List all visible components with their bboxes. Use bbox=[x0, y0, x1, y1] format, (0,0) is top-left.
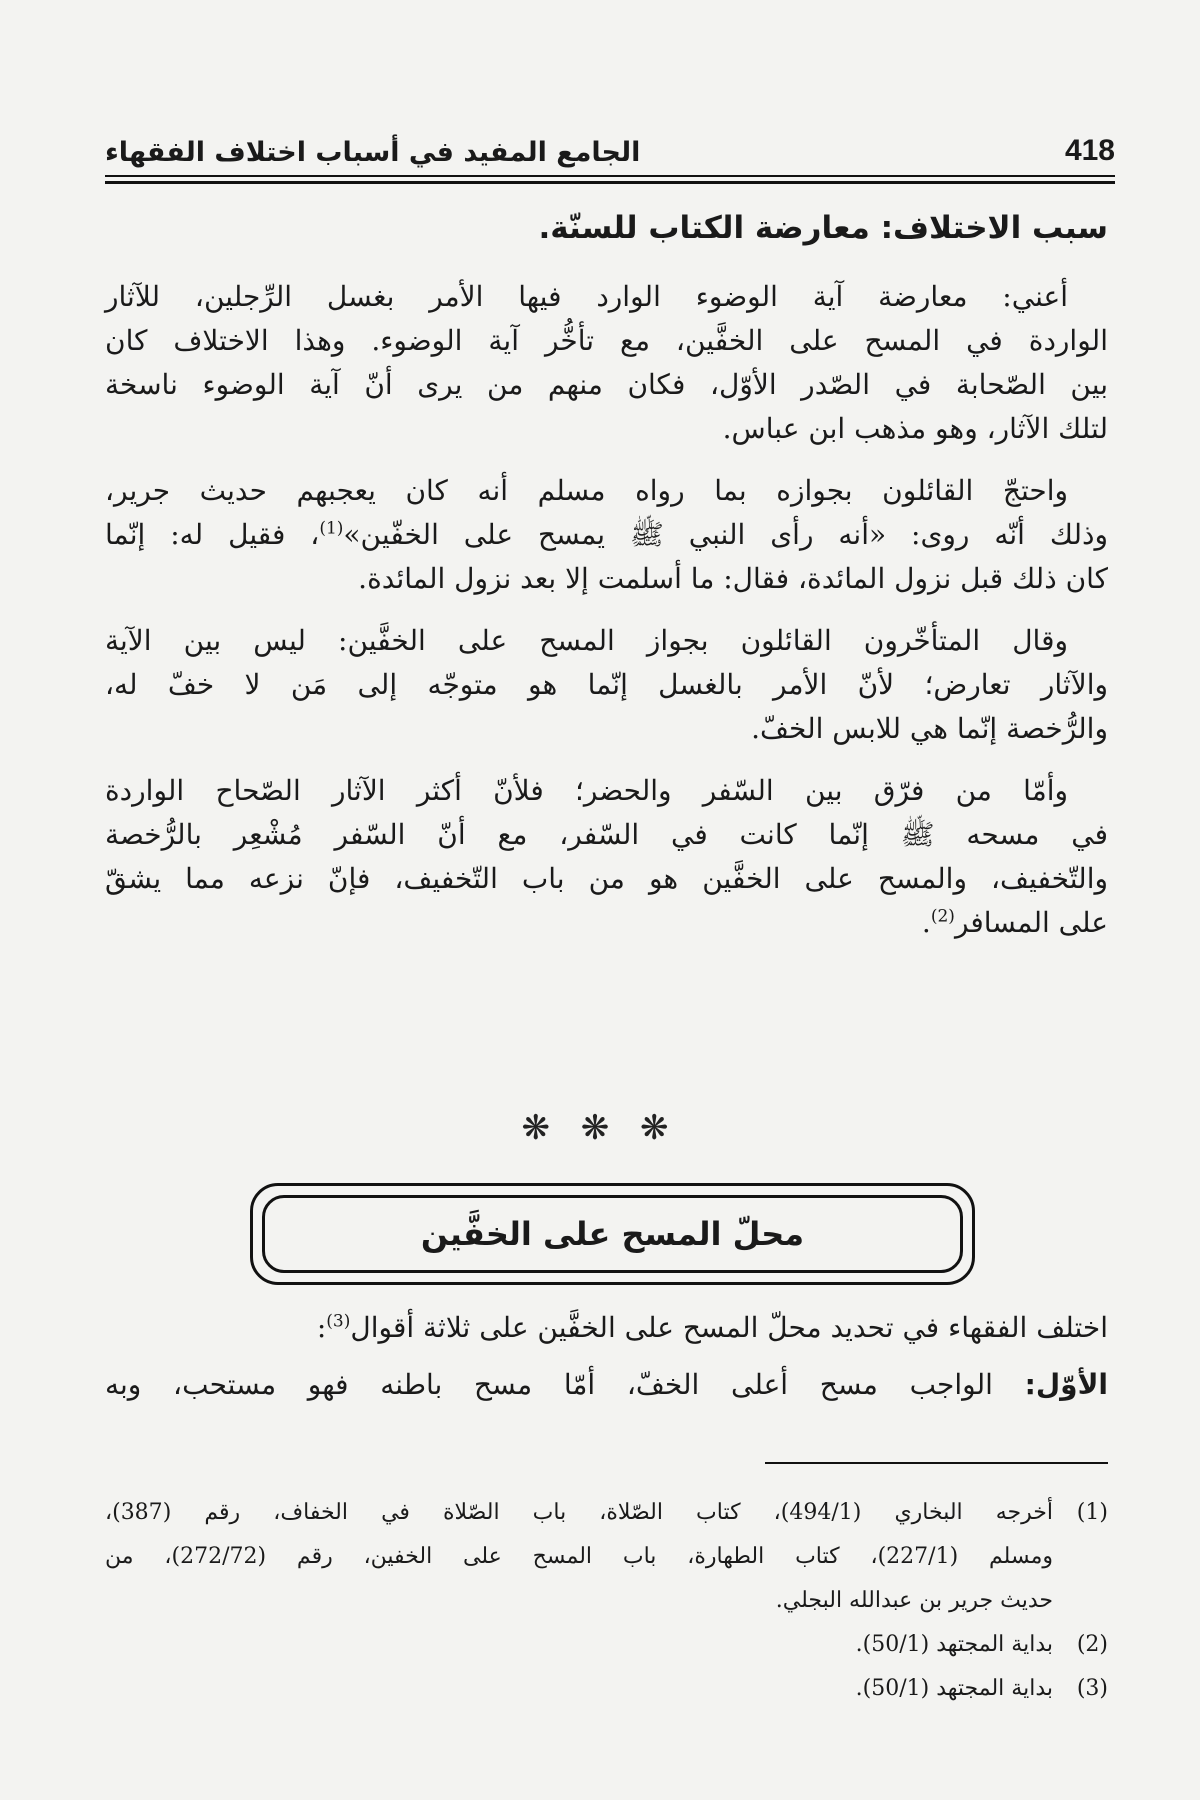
paragraph-4-line-4-text: على المسافر bbox=[954, 906, 1108, 939]
footnote-1-line-1 bbox=[105, 1496, 1108, 1530]
footnote-1-text-1: أخرجه البخاري (494/1)، كتاب الصّلاة، باب الصّلاة في الخفاف، رقم (387)، bbox=[105, 1500, 1053, 1525]
first-opinion-text: الواجب مسح أعلى الخفّ، أمّا مسح باطنه فهو مستحب، وبه bbox=[105, 1368, 993, 1401]
paragraph-1-line-3: بين الصّحابة في الصّدر الأوّل، فكان منهم من يرى أنّ آية الوضوء ناسخة bbox=[105, 368, 1108, 401]
paragraph-2-line-3: كان ذلك قبل نزول المائدة، فقال: ما أسلمت إلا بعد نزول المائدة. bbox=[358, 562, 1108, 595]
footnote-separator bbox=[765, 1462, 1108, 1464]
footnote-3-number: (3) bbox=[1076, 1676, 1108, 1701]
hadith-quote: وذلك أنّه روى: «أنه رأى النبي ﷺ يمسح على الخفّين» bbox=[343, 518, 1108, 551]
subsection-intro bbox=[105, 1308, 1108, 1348]
footnote-ref-1[interactable]: (1) bbox=[319, 518, 344, 539]
header-rule-thin bbox=[105, 175, 1115, 177]
paragraph-4-period: . bbox=[921, 906, 931, 939]
section-divider-stars-icon: ❋ ❋ ❋ bbox=[521, 1108, 679, 1148]
paragraph-2-line-2 bbox=[105, 515, 1108, 555]
footnote-2-number: (2) bbox=[1076, 1632, 1108, 1657]
footnote-1-number: (1) bbox=[1076, 1500, 1108, 1525]
paragraph-1-line-4: لتلك الآثار، وهو مذهب ابن عباس. bbox=[722, 412, 1108, 445]
footnote-ref-2[interactable]: (2) bbox=[930, 906, 955, 927]
paragraph-1-line-1: أعني: معارضة آية الوضوء الوارد فيها الأمر بغسل الرِّجلين، للآثار bbox=[105, 280, 1069, 313]
subsection-title-frame bbox=[250, 1183, 975, 1285]
footnote-3-text: بداية المجتهد (50/1). bbox=[855, 1676, 1053, 1701]
footnote-1-line-3: حديث جرير بن عبدالله البجلي. bbox=[775, 1588, 1053, 1613]
page-number: 418 bbox=[1064, 134, 1115, 167]
paragraph-4-line-1: وأمّا من فرّق بين السّفر والحضر؛ فلأنّ أكثر الآثار الصّحاح الواردة bbox=[105, 774, 1068, 807]
footnote-2-text: بداية المجتهد (50/1). bbox=[855, 1632, 1053, 1657]
paragraph-3-line-3: والرُّخصة إنّما هي للابس الخفّ. bbox=[751, 712, 1108, 745]
paragraph-3-line-2: والآثار تعارض؛ لأنّ الأمر بالغسل إنّما هو متوجّه إلى مَن لا خفّ له، bbox=[105, 668, 1108, 701]
running-header bbox=[105, 128, 1115, 168]
footnote-3 bbox=[105, 1672, 1108, 1706]
paragraph-1-line-2: الواردة في المسح على الخفَّين، مع تأخُّر آية الوضوء. وهذا الاختلاف كان bbox=[105, 324, 1108, 357]
footnote-ref-3[interactable]: (3) bbox=[326, 1311, 351, 1332]
subsection-title-frame-inner bbox=[262, 1195, 963, 1273]
footnote-2 bbox=[105, 1628, 1108, 1662]
running-title: الجامع المفيد في أسباب اختلاف الفقهاء bbox=[105, 137, 641, 168]
subsection-intro-colon: : bbox=[316, 1311, 327, 1344]
paragraph-4-line-2: في مسحه ﷺ إنّما كانت في السّفر، مع أنّ السّفر مُشْعِر بالرُّخصة bbox=[105, 818, 1108, 851]
footnote-1-line-2: ومسلم (227/1)، كتاب الطهارة، باب المسح على الخفين، رقم (272/72)، من bbox=[105, 1544, 1053, 1569]
subsection-title: محلّ المسح على الخفَّين bbox=[420, 1215, 805, 1253]
paragraph-2-line-2-rest: ، فقيل له: إنّما bbox=[105, 518, 320, 551]
first-opinion-label: الأوّل: bbox=[1024, 1368, 1109, 1401]
paragraph-4-line-3: والتّخفيف، والمسح على الخفَّين هو من باب التّخفيف، فإنّ نزعه مما يشقّ bbox=[105, 862, 1108, 895]
paragraph-2-line-1: واحتجّ القائلون بجوازه بما رواه مسلم أنه كان يعجبهم حديث جرير، bbox=[105, 474, 1068, 507]
section-heading: سبب الاختلاف: معارضة الكتاب للسنّة. bbox=[538, 210, 1108, 246]
paragraph-4-line-4 bbox=[105, 903, 1108, 943]
header-rule-thick bbox=[105, 181, 1115, 184]
paragraph-3-line-1: وقال المتأخّرون القائلون بجواز المسح على الخفَّين: ليس بين الآية bbox=[105, 624, 1068, 657]
first-opinion bbox=[105, 1365, 1108, 1405]
subsection-intro-text: اختلف الفقهاء في تحديد محلّ المسح على الخفَّين على ثلاثة أقوال bbox=[350, 1311, 1108, 1344]
